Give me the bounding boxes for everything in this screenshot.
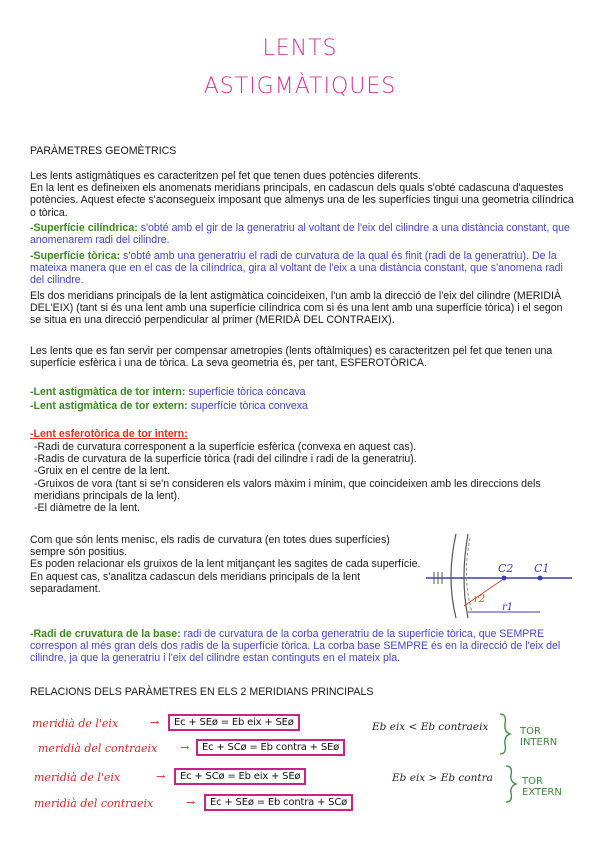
- relation-formula-1: Ec + SEø = Eb eix + SEø: [168, 714, 300, 731]
- meniscus-line-2: Es poden relacionar els gruixos de la lent mitjançant les sagites de cada superfície. En aquest cas, s'analitza cadascun dels meridians principals de la lent separadament.: [30, 558, 421, 595]
- external-torus-def: [30, 400, 575, 412]
- arrow-icon: →: [186, 796, 196, 809]
- base-curvature-def: [30, 628, 575, 665]
- internal-term: -Lent astigmàtica de tor intern:: [30, 386, 186, 398]
- label-c2: C2: [498, 562, 514, 575]
- relation-formula-3: Ec + SCø = Eb eix + SEø: [174, 768, 306, 785]
- list-item: -Radi de curvatura corresponent a la superfície esfèrica (convexa en aquest cas).: [34, 441, 417, 453]
- arrow-icon: →: [180, 741, 190, 754]
- note-external: Eb eix > Eb contra: [392, 772, 493, 784]
- label-r2: r2: [474, 594, 486, 605]
- brace-icon: [504, 764, 518, 804]
- center-c1: [538, 576, 543, 581]
- page-title-line1: LENTS: [262, 36, 338, 61]
- brace-icon: [498, 712, 512, 756]
- label-r1: r1: [502, 602, 514, 613]
- arrow-icon: →: [150, 716, 160, 729]
- cylindrical-desc: s'obté amb el gir de la generatriu al voltant de l'eix del cilindre a una distància constant, que anomenarem radi del cilindre.: [30, 222, 570, 247]
- list-item: -Radis de curvatura de la superfície tòrica (radi del cilindre i radi de la generatriu).: [34, 453, 417, 466]
- cylindrical-surface-def: [30, 222, 575, 246]
- list-item: -Gruixos de vora (tant si se'n consideren els valors màxim i mínim, que coincideixen amb les direccions dels meridians principals de la lent).: [34, 477, 541, 502]
- cylindrical-term: -Superfície cilíndrica:: [30, 222, 138, 234]
- relation-label-4: meridià del contraeix: [34, 797, 154, 810]
- meniscus-paragraph: [30, 534, 425, 595]
- section-heading-relations: RELACIONS DELS PARÀMETRES EN ELS 2 MERIDIANS PRINCIPALS: [30, 686, 374, 698]
- tag-internal: TOR INTERN: [520, 726, 558, 748]
- note-internal: Eb eix < Eb contraeix: [372, 721, 489, 733]
- relation-formula-2: Ec + SCø = Eb contra + SEø: [196, 739, 345, 756]
- relation-label-2: meridià del contraeix: [38, 742, 158, 755]
- esferotoric-heading-text: -Lent esferotòrica de tor intern:: [30, 428, 188, 440]
- intro-line-2: En la lent es defineixen els anomenats meridians principals, en cadascun dels quals s'obté cadascuna d'aquestes potències. Aquest efecte s'aconsegueix imposant que almenys una de les superfícies tingui una geometria cilíndrica o tòrica.: [30, 182, 574, 219]
- meniscus-line-1: Com que són lents menisc, els radis de curvatura (en totes dues superfícies) sempre són positius.: [30, 534, 390, 559]
- toric-surface-def: [30, 250, 575, 287]
- label-c1: C1: [534, 562, 550, 575]
- base-term: -Radi de cruvatura de la base:: [30, 628, 181, 640]
- toric-desc: s'obté amb una generatriu el radi de curvatura de la qual és finit (radi de la generatriu). De la mateixa manera que en el cas de la cilíndrica, gira al voltant de l'eix a una distància constant, que s'anomena radi del cilindre.: [30, 250, 563, 287]
- esferotoric-list: [30, 441, 574, 514]
- section-heading-geometric: PARÀMETRES GEOMÈTRICS: [30, 145, 177, 157]
- intro-paragraph: [30, 170, 575, 219]
- external-term: -Lent astigmàtica de tor extern:: [30, 400, 188, 412]
- meridians-paragraph: Els dos meridians principals de la lent astigmàtica coincideixen, l'un amb la direcció de l'eix del cilindre (MERIDIÀ DEL'EIX) (tant si és una lent amb una superfície cilíndrica com si és una lent amb una superfície tòrica) i el segon se situa en una direcció perpendicular al primer (MERIDÀ DEL CONTRAEIX).: [30, 290, 563, 327]
- relation-formula-4: Ec + SEø = Eb contra + SCø: [204, 794, 353, 811]
- arrow-icon: →: [156, 770, 166, 783]
- center-c2: [502, 576, 507, 581]
- lens-front-surface: [451, 534, 456, 618]
- external-desc: superfície tòrica convexa: [190, 400, 308, 412]
- relation-label-3: meridià de l'eix: [34, 771, 121, 784]
- tag-external: TOR EXTERN: [522, 776, 562, 798]
- ametropia-paragraph: Les lents que es fan servir per compensar ametropies (lents oftàlmiques) es caracteritzen pel fet que tenen una superfície esfèrica i una de tòrica. La seva geometria és, per tant, ESFEROTÒRICA.: [30, 345, 553, 370]
- internal-desc: superfície tòrica còncava: [188, 386, 306, 398]
- base-desc: radi de curvatura de la corba generatriu de la superfície tòrica, que SEMPRE correspon al més gran dels dos radis de la superfície tòrica. La corba base SEMPRE és en la direcció de l'eix del cilindre, ja que la generatriu i l'eix del cilindre estan continguts en el mateix pla.: [30, 628, 561, 665]
- page-title-line2: ASTIGMÀTIQUES: [203, 74, 397, 99]
- list-item: -Gruix en el centre de la lent.: [34, 465, 171, 478]
- relation-label-1: meridià de l'eix: [32, 717, 119, 730]
- lens-diagram: [424, 528, 574, 620]
- toric-term: -Superfície tòrica:: [30, 250, 121, 262]
- esferotoric-heading: [30, 428, 575, 440]
- intro-line-1: Les lents astigmàtiques es caracteritzen pel fet que tenen dues potències diferents.: [30, 170, 422, 182]
- list-item: -El diàmetre de la lent.: [34, 502, 140, 515]
- internal-torus-def: [30, 386, 575, 398]
